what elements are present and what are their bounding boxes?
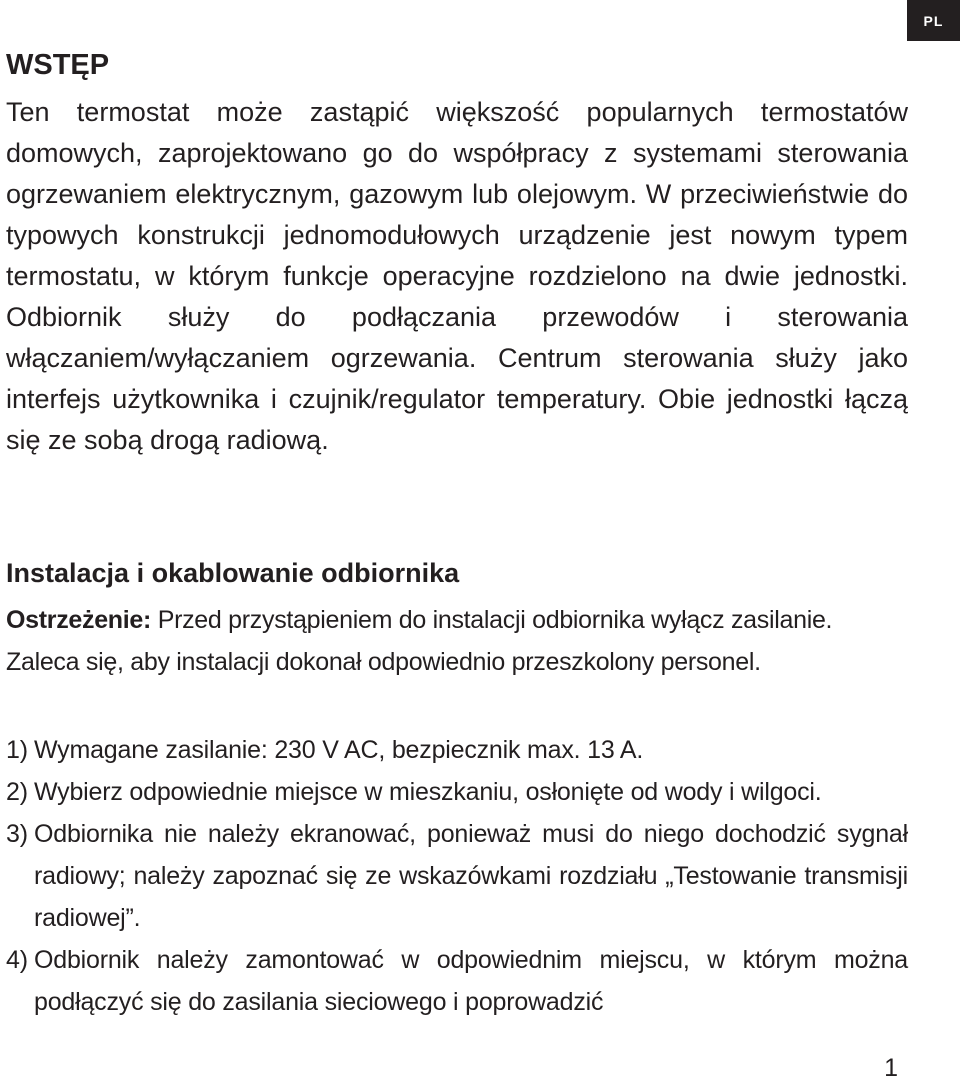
step-text: Odbiornika nie należy ekranować, ponieważ musi do niego dochodzić sygnał radiowy; należy zapoznać się ze wskazówkami rozdziału „Testowanie transmisji radiowej”. (34, 820, 908, 932)
step-text: Odbiornik należy zamontować w odpowiednim miejscu, w którym można podłączyć się do zasilania sieciowego i poprowadzić (34, 946, 908, 1016)
page-number: 1 (884, 1054, 898, 1082)
step-text: Wybierz odpowiednie miejsce w mieszkaniu, osłonięte od wody i wilgoci. (34, 778, 822, 806)
step-number: 1) (6, 736, 28, 764)
warning-paragraph (6, 599, 908, 683)
list-item (6, 939, 908, 1023)
section-title: WSTĘP (6, 49, 110, 81)
warning-label: Ostrzeżenie: (6, 606, 152, 634)
step-number: 2) (6, 778, 28, 806)
installation-heading: Instalacja i okablowanie odbiornika (6, 558, 460, 588)
warning-text: Przed przystąpieniem do instalacji odbiornika wyłącz zasilanie. Zaleca się, aby instalacji dokonał odpowiednio przeszkolony personel. (6, 606, 833, 676)
step-number: 4) (6, 946, 28, 974)
step-number: 3) (6, 820, 28, 848)
list-item (6, 729, 908, 771)
language-tab: PL (907, 0, 960, 41)
list-item (6, 771, 908, 813)
installation-steps (6, 729, 908, 1023)
step-text: Wymagane zasilanie: 230 V AC, bezpiecznik max. 13 A. (34, 736, 644, 764)
intro-paragraph: Ten termostat może zastąpić większość popularnych termostatów domowych, zaprojektowano go do współpracy z systemami sterowania ogrzewaniem elektrycznym, gazowym lub olejowym. W przeciwieństwie do typowych konstrukcji jednomodułowych urządzenie jest nowym typem termostatu, w którym funkcje operacyjne rozdzielono na dwie jednostki. Odbiornik służy do podłączania przewodów i sterowania włączaniem/wyłączaniem ogrzewania. Centrum sterowania służy jako interfejs użytkownika i czujnik/regulator temperatury. Obie jednostki łączą się ze sobą drogą radiową. (6, 97, 908, 455)
list-item (6, 813, 908, 939)
